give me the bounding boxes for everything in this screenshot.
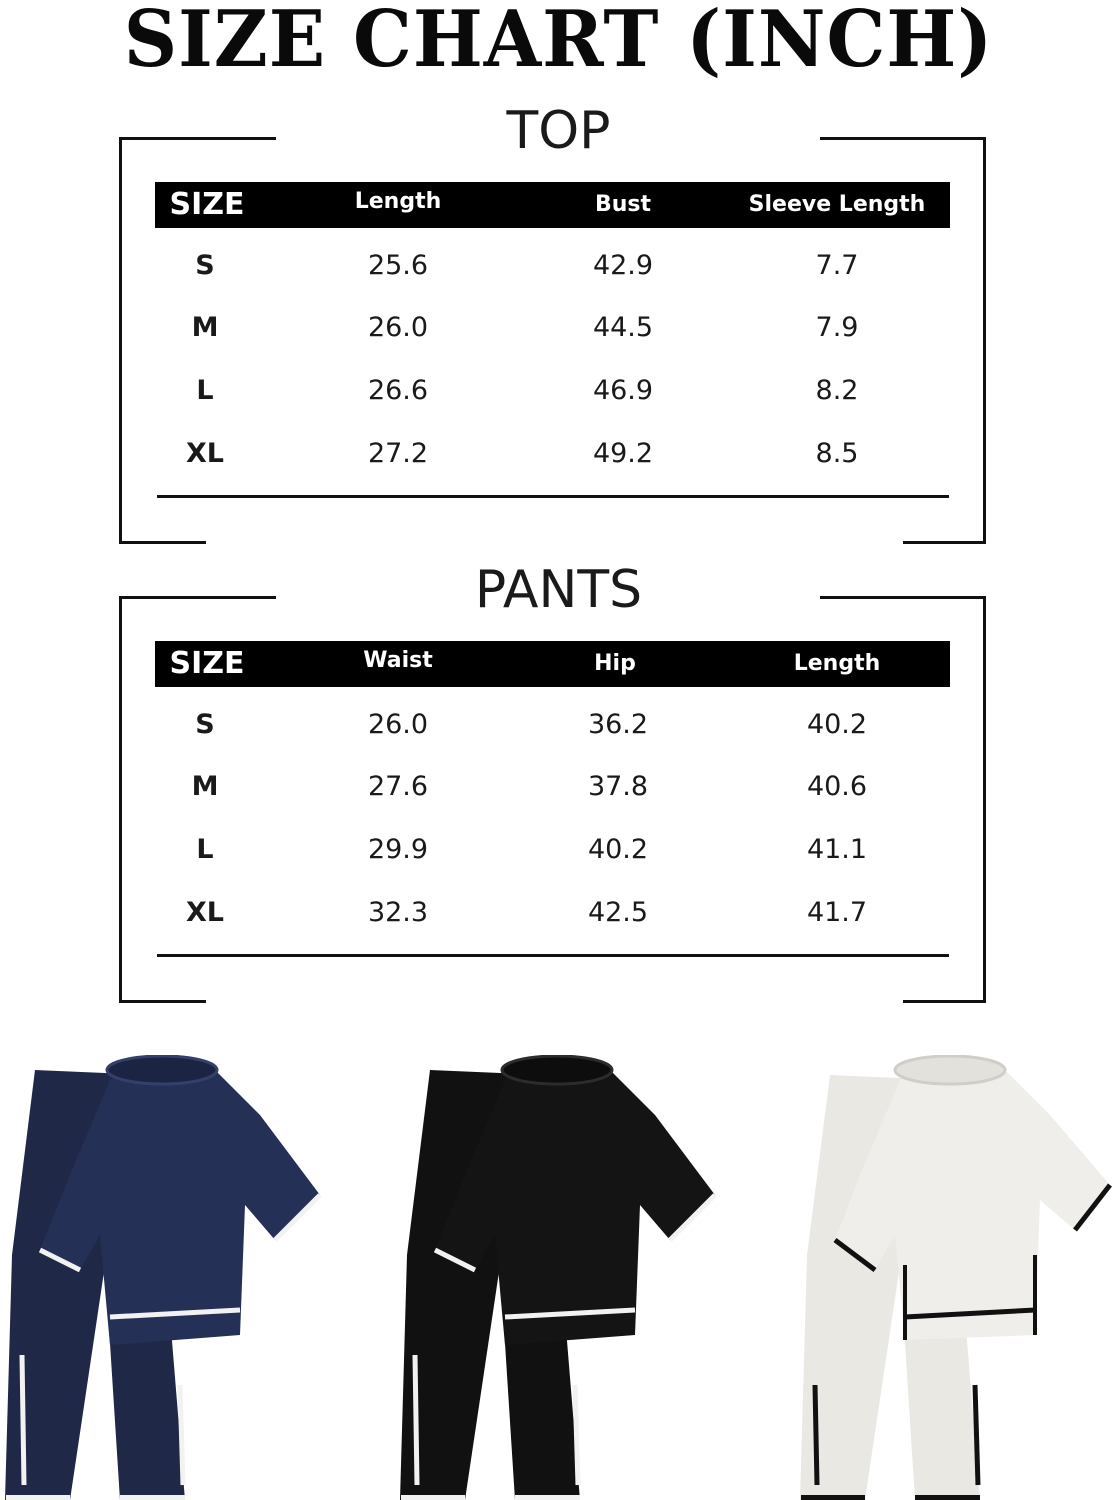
header-length: Length: [354, 189, 442, 214]
length-cell: 25.6: [367, 250, 429, 281]
pants-size-section: [0, 559, 1117, 979]
header-size: SIZE: [169, 187, 245, 222]
white-outfit-image: [795, 1055, 1115, 1500]
navy-outfit-illustration: [0, 1055, 345, 1500]
size-cell: XL: [185, 897, 225, 928]
bust-cell: 44.5: [592, 312, 654, 343]
size-cell: M: [191, 312, 219, 343]
table-row: [155, 882, 950, 944]
bust-cell: 42.9: [592, 250, 654, 281]
table-row: [155, 694, 950, 756]
hip-cell: 36.2: [587, 709, 649, 740]
hip-cell: 40.2: [587, 834, 649, 865]
table-row: [155, 360, 950, 422]
header-hip: Hip: [594, 651, 636, 676]
size-cell: L: [196, 375, 214, 406]
table-row: [155, 756, 950, 818]
sleeve-length-cell: 8.5: [815, 438, 859, 469]
frame-line: [119, 137, 276, 140]
top-heading: TOP: [506, 101, 611, 161]
waist-cell: 32.3: [367, 897, 429, 928]
pants-table-header: [155, 641, 950, 687]
frame-line: [820, 137, 986, 140]
frame-line: [820, 596, 986, 599]
frame-line: [119, 596, 122, 1003]
frame-line: [119, 596, 276, 599]
hip-cell: 37.8: [587, 771, 649, 802]
waist-cell: 27.6: [367, 771, 429, 802]
sleeve-length-cell: 7.9: [815, 312, 859, 343]
frame-line: [983, 137, 986, 544]
hip-cell: 42.5: [587, 897, 649, 928]
table-row: [155, 423, 950, 485]
top-table-header: [155, 182, 950, 228]
length-cell: 40.6: [806, 771, 868, 802]
size-cell: L: [196, 834, 214, 865]
size-cell: S: [195, 250, 215, 281]
pants-heading: PANTS: [474, 560, 643, 620]
table-bottom-rule: [157, 954, 949, 957]
top-size-section: [0, 100, 1117, 520]
black-outfit-image: [395, 1055, 730, 1500]
length-cell: 27.2: [367, 438, 429, 469]
frame-line: [119, 1000, 206, 1003]
black-outfit-illustration: [395, 1055, 730, 1500]
frame-line: [903, 1000, 986, 1003]
table-row: [155, 819, 950, 881]
header-bust: Bust: [594, 192, 652, 217]
length-cell: 26.0: [367, 312, 429, 343]
table-row: [155, 235, 950, 297]
sleeve-length-cell: 7.7: [815, 250, 859, 281]
waist-cell: 26.0: [367, 709, 429, 740]
header-sleeve-length: Sleeve Length: [748, 192, 926, 217]
length-cell: 41.7: [806, 897, 868, 928]
length-cell: 40.2: [806, 709, 868, 740]
frame-line: [119, 137, 122, 544]
page-title: SIZE CHART (INCH): [123, 0, 994, 85]
bust-cell: 46.9: [592, 375, 654, 406]
size-cell: XL: [185, 438, 225, 469]
white-outfit-illustration: [795, 1055, 1115, 1500]
frame-line: [983, 596, 986, 1003]
length-cell: 26.6: [367, 375, 429, 406]
table-row: [155, 297, 950, 359]
length-cell: 41.1: [806, 834, 868, 865]
size-cell: S: [195, 709, 215, 740]
frame-line: [903, 541, 986, 544]
sleeve-length-cell: 8.2: [815, 375, 859, 406]
header-length: Length: [793, 651, 881, 676]
table-bottom-rule: [157, 495, 949, 498]
navy-outfit-image: [0, 1055, 345, 1500]
size-cell: M: [191, 771, 219, 802]
waist-cell: 29.9: [367, 834, 429, 865]
frame-line: [119, 541, 206, 544]
bust-cell: 49.2: [592, 438, 654, 469]
header-size: SIZE: [169, 646, 245, 681]
header-waist: Waist: [363, 648, 433, 673]
